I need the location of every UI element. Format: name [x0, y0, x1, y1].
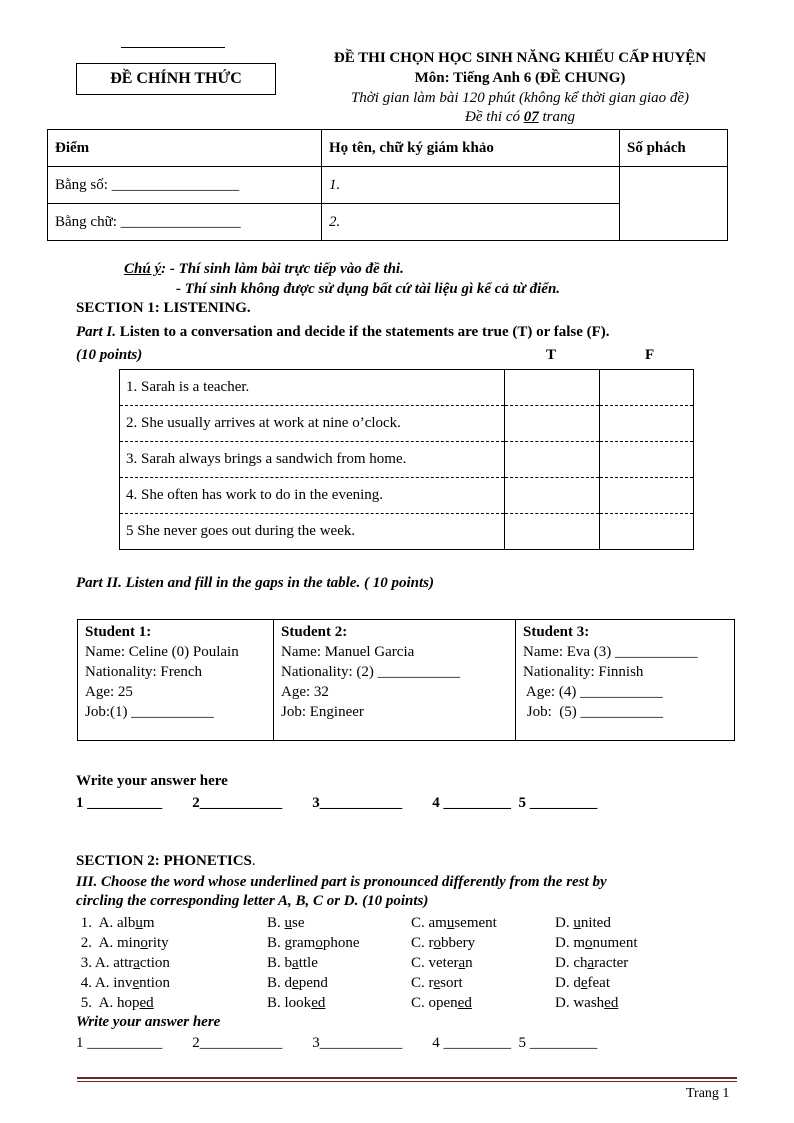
student-1-cell	[78, 620, 274, 741]
question-row	[77, 993, 705, 1013]
answer-line-1[interactable]: 1 __________ 2___________ 3___________ 4 _________ 5 _________	[76, 795, 598, 811]
footer-rule	[77, 1077, 737, 1079]
statement: 4. She often has work to do in the evening.	[120, 478, 505, 514]
section2-instruction-2: circling the corresponding letter A, B, C or D. (10 points)	[76, 893, 429, 909]
question-row	[77, 953, 705, 973]
examiner-1[interactable]: 1.	[322, 167, 620, 204]
false-header: F	[645, 347, 655, 363]
student-3-name[interactable]: Name: Eva (3) ___________	[523, 644, 698, 660]
secret-code-cell[interactable]	[620, 167, 728, 241]
true-false-table	[119, 369, 694, 550]
question-row	[77, 913, 705, 933]
false-box[interactable]	[600, 478, 694, 514]
true-box[interactable]	[505, 370, 600, 406]
true-box[interactable]	[505, 442, 600, 478]
score-table	[47, 129, 728, 241]
statement: 2. She usually arrives at work at nine o’clock.	[120, 406, 505, 442]
answer-option[interactable]: C. robbery	[411, 935, 476, 951]
part1-points: (10 points)	[76, 347, 143, 363]
student-2-title: Student 2:	[281, 624, 348, 640]
table-row	[120, 514, 694, 550]
page-number: Trang 1	[686, 1086, 730, 1101]
answer-option[interactable]: B. looked	[267, 995, 326, 1011]
answer-label-1: Write your answer here	[76, 773, 228, 789]
answer-option[interactable]: D. character	[555, 955, 629, 971]
question-row	[77, 973, 705, 993]
student-2-age: Age: 32	[281, 684, 329, 700]
part2-title: Part II. Listen and fill in the gaps in the table. ( 10 points)	[76, 575, 434, 591]
student-2-cell	[274, 620, 516, 741]
question-row	[77, 933, 705, 953]
exam-subject: Môn: Tiếng Anh 6 (ĐỀ CHUNG)	[414, 70, 626, 86]
student-1-job[interactable]: Job:(1) ___________	[85, 704, 214, 720]
statement: 1. Sarah is a teacher.	[120, 370, 505, 406]
student-2-job: Job: Engineer	[281, 704, 364, 720]
table-row	[120, 406, 694, 442]
student-2-name: Name: Manuel Garcia	[281, 644, 415, 660]
answer-option[interactable]: 3. A. attraction	[77, 955, 170, 971]
official-label: ĐỀ CHÍNH THỨC	[76, 63, 276, 95]
exam-time: Thời gian làm bài 120 phút (không kể thời gian giao đề)	[350, 90, 690, 106]
examiner-col-header: Họ tên, chữ ký giám khảo	[322, 130, 620, 167]
section1-title: SECTION 1: LISTENING.	[76, 300, 251, 316]
answer-option[interactable]: D. united	[555, 915, 611, 931]
answer-option[interactable]: D. washed	[555, 995, 619, 1011]
section2-title: SECTION 2: PHONETICS.	[76, 853, 256, 869]
answer-label-2: Write your answer here	[76, 1014, 221, 1030]
answer-option[interactable]: 1. A. album	[77, 915, 155, 931]
answer-line-2[interactable]: 1 __________ 2___________ 3___________ 4 _________ 5 _________	[76, 1035, 598, 1051]
student-1-name: Name: Celine (0) Poulain	[85, 644, 239, 660]
score-in-digits[interactable]: Bằng số: _________________	[48, 167, 322, 204]
table-row	[120, 478, 694, 514]
exam-title: ĐỀ THI CHỌN HỌC SINH NĂNG KHIẾU CẤP HUYỆN	[333, 50, 707, 66]
answer-option[interactable]: 5. A. hoped	[77, 995, 154, 1011]
table-row	[120, 442, 694, 478]
note-line-2: - Thí sinh không được sử dụng bất cứ tài liệu gì kể cả từ điển.	[176, 281, 561, 297]
answer-option[interactable]: C. amusement	[411, 915, 497, 931]
student-1-nationality: Nationality: French	[85, 664, 203, 680]
student-3-title: Student 3:	[523, 624, 590, 640]
header-rule	[121, 47, 225, 48]
answer-option[interactable]: B. depend	[267, 975, 328, 991]
answer-option[interactable]: B. gramophone	[267, 935, 360, 951]
student-3-cell	[516, 620, 735, 741]
answer-option[interactable]: 2. A. minority	[77, 935, 169, 951]
student-table	[77, 619, 735, 741]
footer-rule-thin	[77, 1081, 737, 1082]
true-header: T	[546, 347, 557, 363]
score-in-words[interactable]: Bằng chữ: ________________	[48, 204, 322, 241]
phonetics-options	[77, 913, 705, 1013]
section2-instruction-1: III. Choose the word whose underlined part is pronounced differently from the rest by	[76, 874, 607, 890]
examiner-2[interactable]: 2.	[322, 204, 620, 241]
score-col-header: Điểm	[48, 130, 322, 167]
student-3-job[interactable]: Job: (5) ___________	[523, 704, 663, 720]
answer-option[interactable]: C. resort	[411, 975, 463, 991]
answer-option[interactable]: D. monument	[555, 935, 638, 951]
statement: 5 She never goes out during the week.	[120, 514, 505, 550]
secret-code-col-header: Số phách	[620, 130, 728, 167]
exam-pages: Đề thi có 07 trang	[465, 109, 575, 125]
student-1-age: Age: 25	[85, 684, 133, 700]
table-row	[120, 370, 694, 406]
true-box[interactable]	[505, 514, 600, 550]
answer-option[interactable]: 4. A. invention	[77, 975, 170, 991]
answer-option[interactable]: D. defeat	[555, 975, 610, 991]
false-box[interactable]	[600, 514, 694, 550]
answer-option[interactable]: C. opened	[411, 995, 472, 1011]
part1-instruction: Part I. Listen to a conversation and decide if the statements are true (T) or false (F).	[76, 324, 610, 340]
statement: 3. Sarah always brings a sandwich from home.	[120, 442, 505, 478]
student-2-nationality[interactable]: Nationality: (2) ___________	[281, 664, 461, 680]
false-box[interactable]	[600, 442, 694, 478]
answer-option[interactable]: B. battle	[267, 955, 318, 971]
student-3-age[interactable]: Age: (4) ___________	[523, 684, 663, 700]
answer-option[interactable]: C. veteran	[411, 955, 473, 971]
false-box[interactable]	[600, 406, 694, 442]
true-box[interactable]	[505, 406, 600, 442]
false-box[interactable]	[600, 370, 694, 406]
student-3-nationality: Nationality: Finnish	[523, 664, 644, 680]
note-line-1: Chú ý: - Thí sinh làm bài trực tiếp vào đề thi.	[124, 261, 404, 277]
student-1-title: Student 1:	[85, 624, 152, 640]
answer-option[interactable]: B. use	[267, 915, 305, 931]
true-box[interactable]	[505, 478, 600, 514]
